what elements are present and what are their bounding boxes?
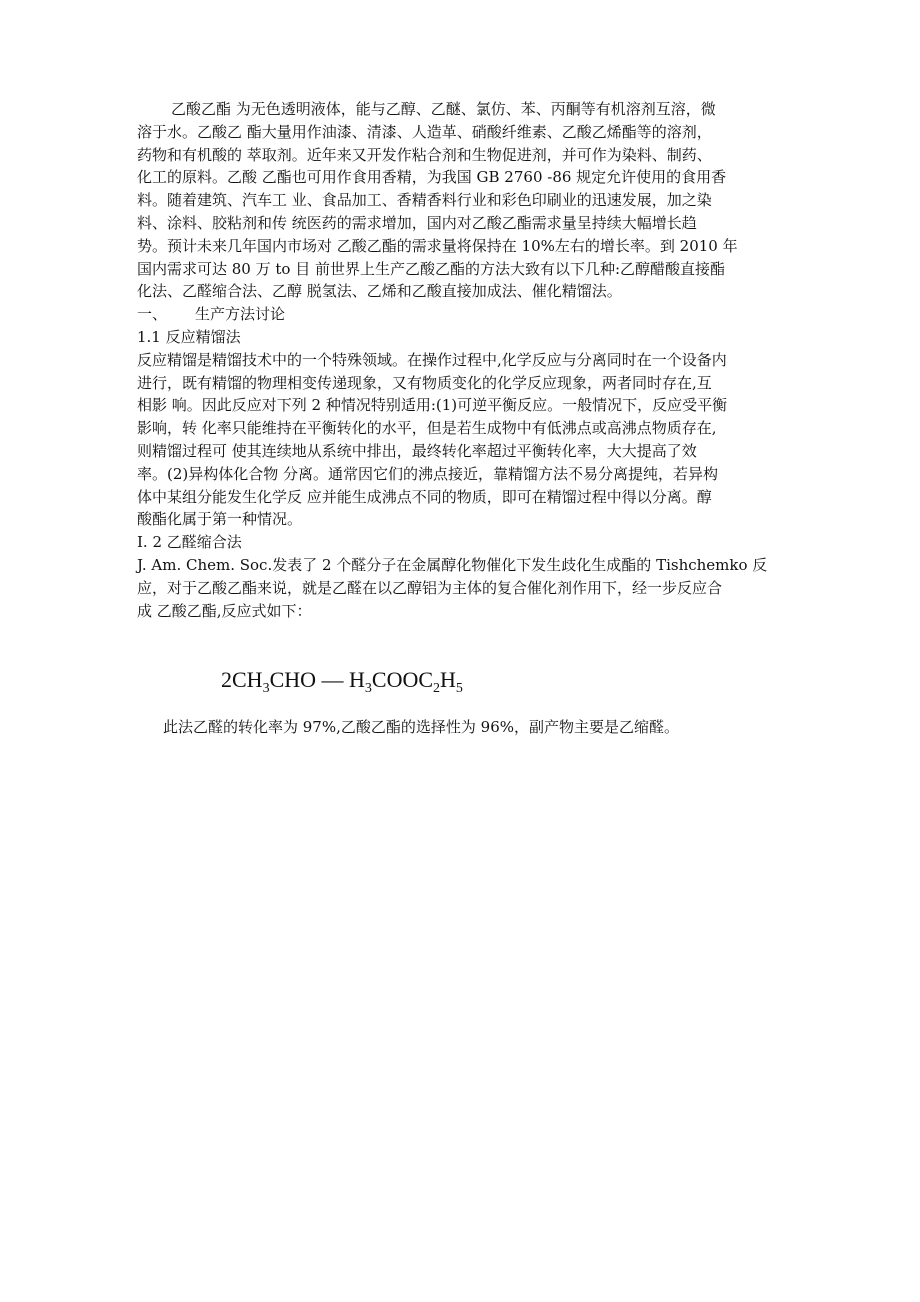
subsection-title-acetaldehyde-condensation: I. 2 乙醛缩合法 xyxy=(137,533,242,552)
rd-line-3: 相影 响。因此反应对下列 2 种情况特别适用:(1)可逆平衡反应。一般情况下，反应受平衡 xyxy=(137,396,728,415)
intro-paragraph xyxy=(137,98,787,303)
eq-subscript: 3 xyxy=(262,681,270,696)
eq-part: COOC xyxy=(371,667,434,692)
rd-line-6: 率。(2)异构体化合物 分离。通常因它们的沸点接近，靠精馏方法不易分离提纯，若异构 xyxy=(137,464,719,483)
ac-line-1: J. Am. Chem. Soc.发表了 2 个醛分子在金属醇化物催化下发生歧化生成酯的 Tishchemko 反 xyxy=(137,555,768,574)
intro-line-8: 国内需求可达 80 万 to 目 前世界上生产乙酸乙酯的方法大致有以下几种:乙醇醋酸直接酯 xyxy=(137,259,726,278)
intro-line-5: 料。随着建筑、汽车工 业、食品加工、香精香料行业和彩色印刷业的迅速发展，加之染 xyxy=(137,191,712,210)
rd-line-4: 影响，转 化率只能维持在平衡转化的水平，但是若生成物中有低沸点或高沸点物质存在, xyxy=(137,419,717,438)
rd-line-8: 酸酯化属于第一种情况。 xyxy=(137,510,303,529)
rd-line-2: 进行，既有精馏的物理相变传递现象，又有物质变化的化学反应现象，两者同时存在,互 xyxy=(137,373,712,392)
eq-subscript: 2 xyxy=(433,681,441,696)
ac-line-3: 成 乙酸乙酯,反应式如下： xyxy=(137,601,312,620)
intro-line-9: 化法、乙醛缩合法、乙醇 脱氢法、乙烯和乙酸直接加成法、催化精馏法。 xyxy=(137,282,622,301)
intro-line-2: 溶于水。乙酸乙 酯大量用作油漆、清漆、人造革、硝酸纤维素、乙酸乙烯酯等的溶剂， xyxy=(137,122,712,141)
intro-line-6: 料、涂料、胶粘剂和传 统医药的需求增加，国内对乙酸乙酯需求量呈持续大幅增长趋 xyxy=(137,213,697,232)
acetaldehyde-condensation-paragraph xyxy=(137,554,787,622)
section-heading-production-methods xyxy=(137,303,787,326)
section-title: 生产方法讨论 xyxy=(195,305,286,324)
reaction-equation xyxy=(221,667,463,696)
eq-part: CHO — H xyxy=(269,667,365,692)
intro-line-1: 乙酸乙酯 为无色透明液体，能与乙醇、乙醚、氯仿、苯、丙酮等有机溶剂互溶，微 xyxy=(171,100,716,118)
eq-subscript: 5 xyxy=(455,681,463,696)
document-body xyxy=(137,98,787,622)
reactive-distillation-paragraph xyxy=(137,349,787,531)
intro-line-4: 化工的原料。乙酸 乙酯也可用作食用香精，为我国 GB 2760 -86 规定允许使用的食用香 xyxy=(137,168,727,187)
eq-subscript: 3 xyxy=(364,681,372,696)
ac-line-2: 应，对于乙酸乙酯来说，就是乙醛在以乙醇铝为主体的复合催化剂作用下，经一步反应合 xyxy=(137,578,723,597)
subsection-title-reactive-distillation: 1.1 反应精馏法 xyxy=(137,327,241,346)
intro-line-7: 势。预计未来几年国内市场对 乙酸乙酯的需求量将保持在 10%左右的增长率。到 2010 年 xyxy=(137,236,738,255)
rd-line-5: 则精馏过程可 使其连续地从系统中排出，最终转化率超过平衡转化率，大大提高了效 xyxy=(137,441,697,460)
rd-line-1: 反应精馏是精馏技术中的一个特殊领域。在操作过程中,化学反应与分离同时在一个设备内 xyxy=(137,350,727,369)
eq-part: 2CH xyxy=(221,667,263,692)
section-number: 一、 xyxy=(137,305,168,324)
intro-line-3: 药物和有机酸的 萃取剂。近年来又开发作粘合剂和生物促进剂，并可作为染料、制药、 xyxy=(137,145,712,164)
rd-line-7: 体中某组分能发生化学反 应并能生成沸点不同的物质，即可在精馏过程中得以分离。醇 xyxy=(137,487,712,506)
eq-part: H xyxy=(440,667,456,692)
conclusion-paragraph: 此法乙醛的转化率为 97%,乙酸乙酯的选择性为 96%，副产物主要是乙缩醛。 xyxy=(163,718,679,736)
